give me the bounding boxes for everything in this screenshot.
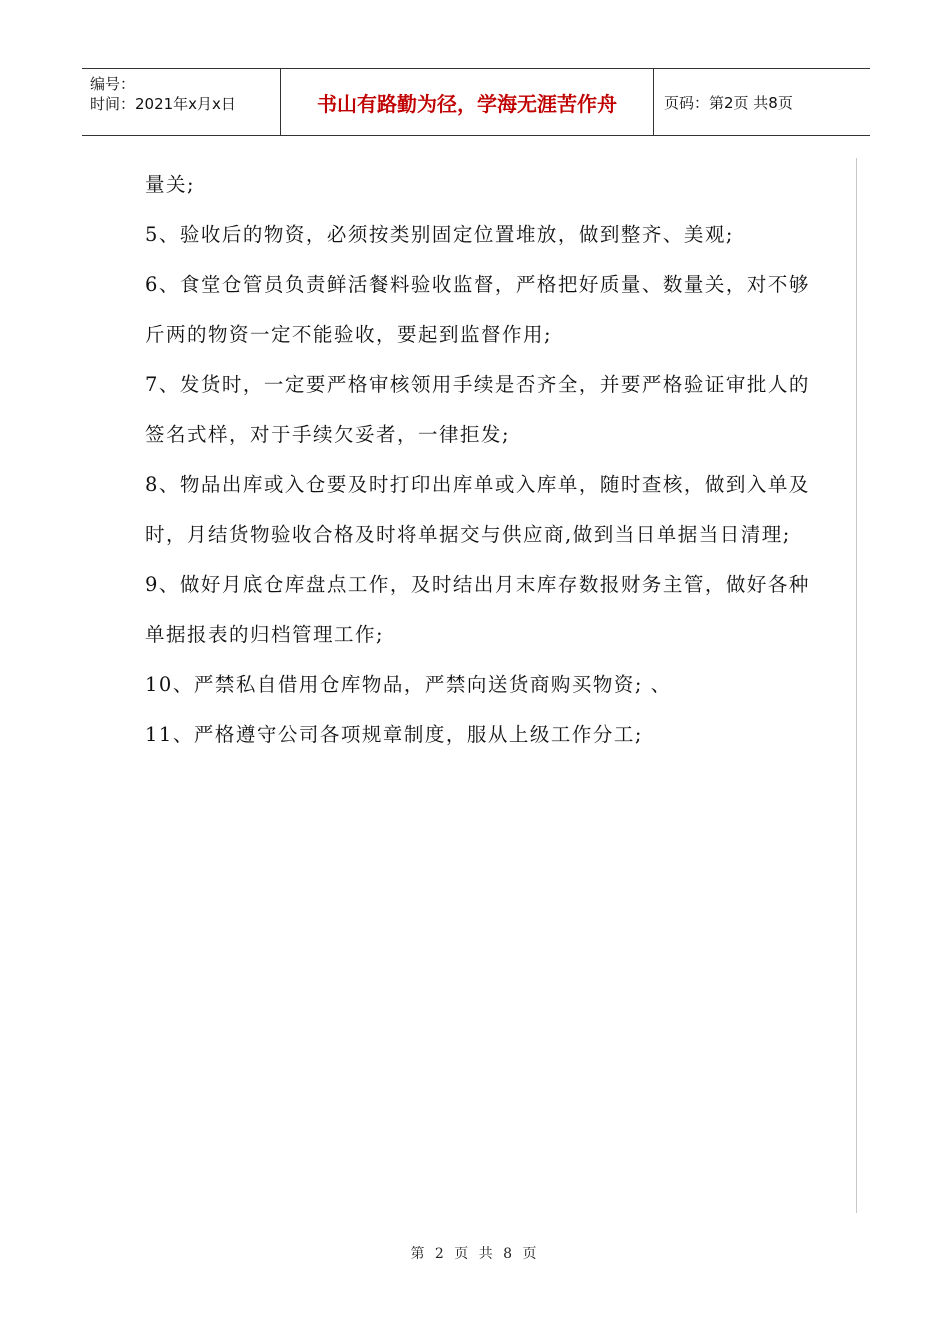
header-meta-cell [82, 69, 281, 135]
header-motto: 书山有路勤为径，学海无涯苦作舟 [317, 91, 617, 116]
page-footer: 第 2 页 共 8 页 [410, 1246, 540, 1262]
paragraph-item-11: 11、严格遵守公司各项规章制度，服从上级工作分工; [145, 723, 643, 746]
paragraph-continuation: 量关; [145, 173, 196, 196]
document-header [82, 68, 870, 136]
document-number-label: 编号： [90, 75, 136, 93]
document-body [145, 160, 815, 760]
right-margin-rule [856, 158, 857, 1213]
paragraph-item-5: 5、验收后的物资，必须按类别固定位置堆放，做到整齐、美观; [145, 223, 734, 246]
header-page-code: 页码：第2页 共8页 [664, 93, 793, 112]
header-motto-cell [281, 69, 654, 135]
paragraph-item-7: 7、发货时，一定要严格审核领用手续是否齐全，并要严格验证审批人的签名式样，对于手续欠妥者，一律拒发; [145, 373, 810, 446]
document-date-label: 时间：2021年x月x日 [90, 95, 236, 113]
paragraph-item-9: 9、做好月底仓库盘点工作，及时结出月末库存数报财务主管，做好各种单据报表的归档管理工作; [145, 573, 810, 646]
paragraph-item-10: 10、严禁私自借用仓库物品，严禁向送货商购买物资; 、 [145, 673, 672, 696]
paragraph-item-8: 8、物品出库或入仓要及时打印出库单或入库单，随时查核，做到入单及时，月结货物验收合格及时将单据交与供应商,做到当日单据当日清理; [145, 473, 810, 546]
paragraph-item-6: 6、食堂仓管员负责鲜活餐料验收监督，严格把好质量、数量关，对不够斤两的物资一定不能验收，要起到监督作用; [145, 273, 810, 346]
header-page-cell [654, 69, 870, 135]
